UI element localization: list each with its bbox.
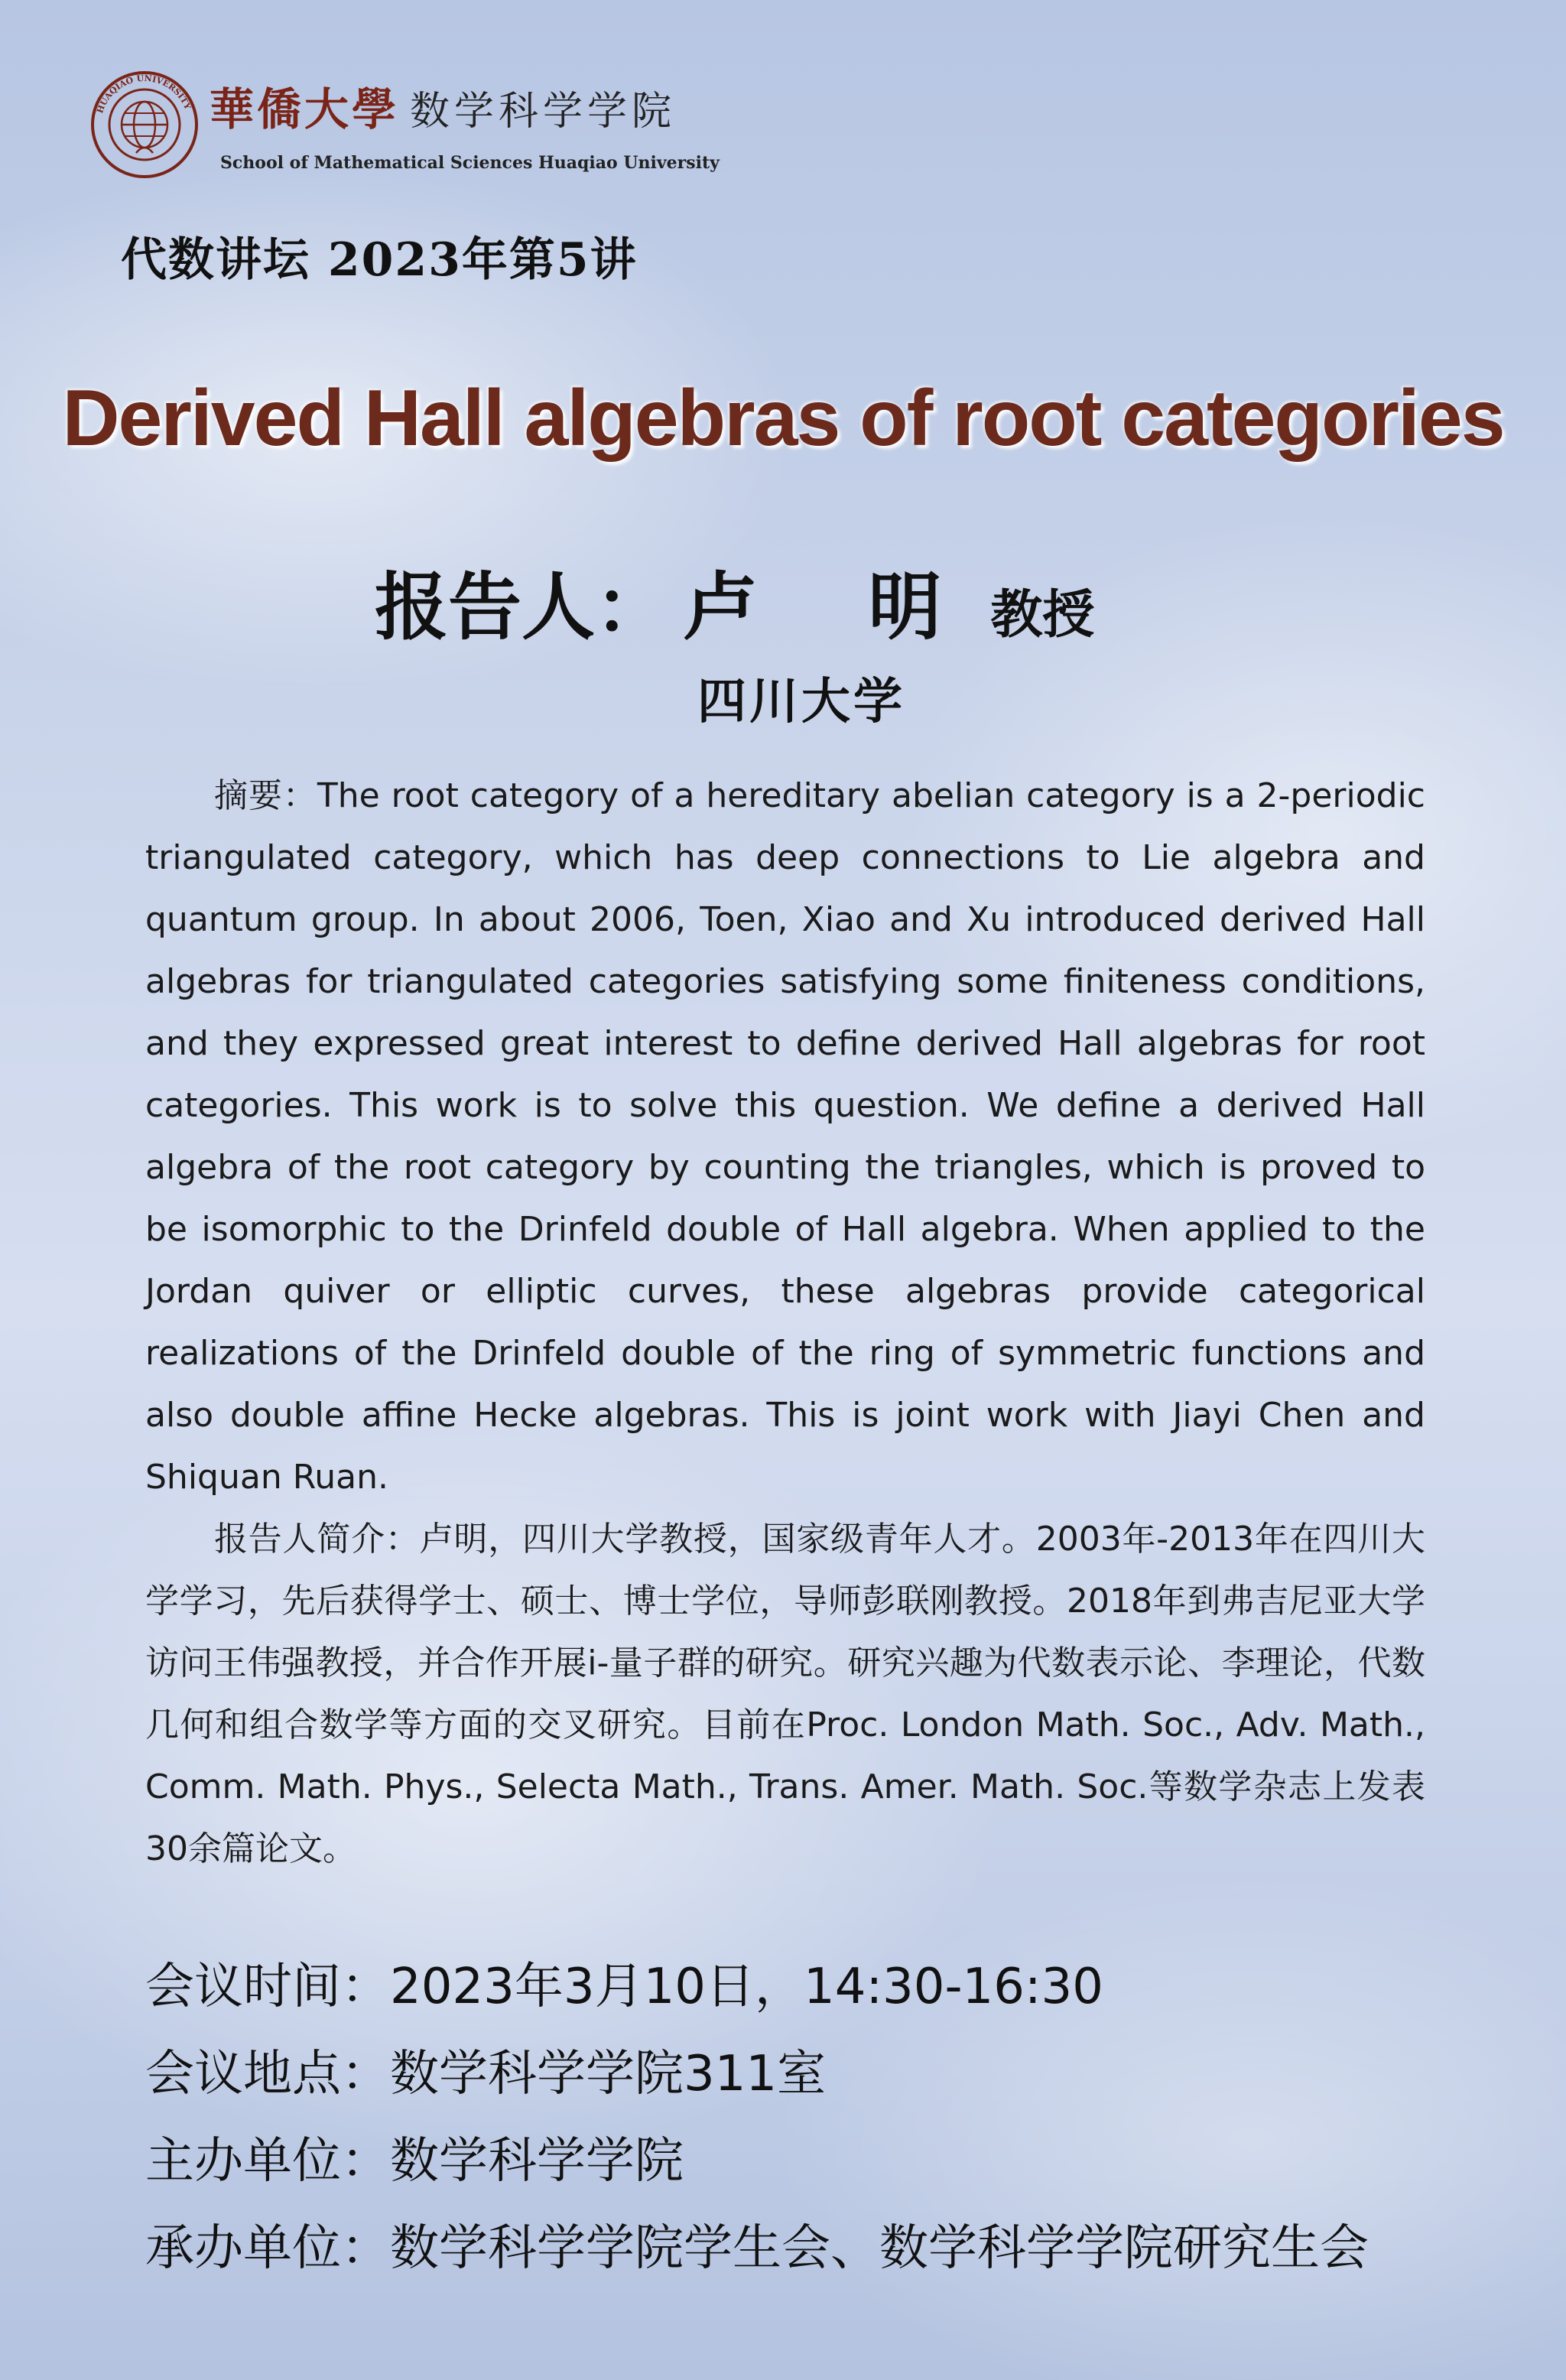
- speaker-label: 报告人：: [375, 564, 668, 650]
- university-logo: [90, 70, 199, 179]
- lecture-series: 代数讲坛 2023年第5讲: [121, 233, 638, 287]
- organizer-unit: 承办单位：数学科学学院学生会、数学科学学院研究生会: [145, 2220, 1369, 2277]
- speaker-name: 卢 明: [684, 564, 985, 650]
- meeting-time: 会议时间：2023年3月10日，14:30-16:30: [145, 1959, 1103, 2015]
- speaker-line: [375, 549, 1094, 654]
- abstract-paragraph: 摘要：The root category of a hereditary abelian category is a 2-periodic triangulated category, which has deep connections to Lie algebra and quantum group. In about 2006, Toen, Xiao and Xu introduced derived Hall algebras for triangulated categories satisfying some finiteness conditions, and they expressed great interest to define derived Hall algebras for root categories. This work is to solve this question. We define a derived Hall algebra of the root category by counting the triangles, which is proved to be isomorphic to the Drinfeld double of Hall algebra. When applied to the Jordan quiver or elliptic curves, these algebras provide categorical realizations of the Drinfeld double of the ring of symmetric functions and also double affine Hecke algebras. This is joint work with Jiayi Chen and Shiquan Ruan.: [145, 776, 1425, 1497]
- school-name-en: School of Mathematical Sciences Huaqiao University: [220, 153, 720, 173]
- meeting-place: 会议地点：数学科学学院311室: [145, 2046, 827, 2102]
- speaker-bio-paragraph: 报告人简介：卢明，四川大学教授，国家级青年人才。2003年-2013年在四川大学学习，先后获得学士、硕士、博士学位，导师彭联刚教授。2018年到弗吉尼亚大学访问王伟强教授，并合作开展i-量子群的研究。研究兴趣为代数表示论、李理论，代数几何和组合数学等方面的交叉研究。目前在Proc. London Math. Soc., Adv. Math., Comm. Math. Phys., Selecta Math., Trans. Amer. Math. Soc.等数学杂志上发表30余篇论文。: [145, 1520, 1425, 1868]
- university-header: [210, 73, 676, 138]
- university-name-cn: 華僑大學: [210, 83, 400, 135]
- speaker-rank: 教授: [990, 585, 1095, 645]
- svg-text:HUAQIAO UNIVERSITY: HUAQIAO UNIVERSITY: [95, 73, 193, 115]
- speaker-affiliation: 四川大学: [697, 674, 905, 730]
- school-name-cn: 数学科学学院: [410, 89, 677, 135]
- host-unit: 主办单位：数学科学学院: [145, 2133, 684, 2190]
- talk-title: Derived Hall algebras of root categories: [62, 374, 1504, 463]
